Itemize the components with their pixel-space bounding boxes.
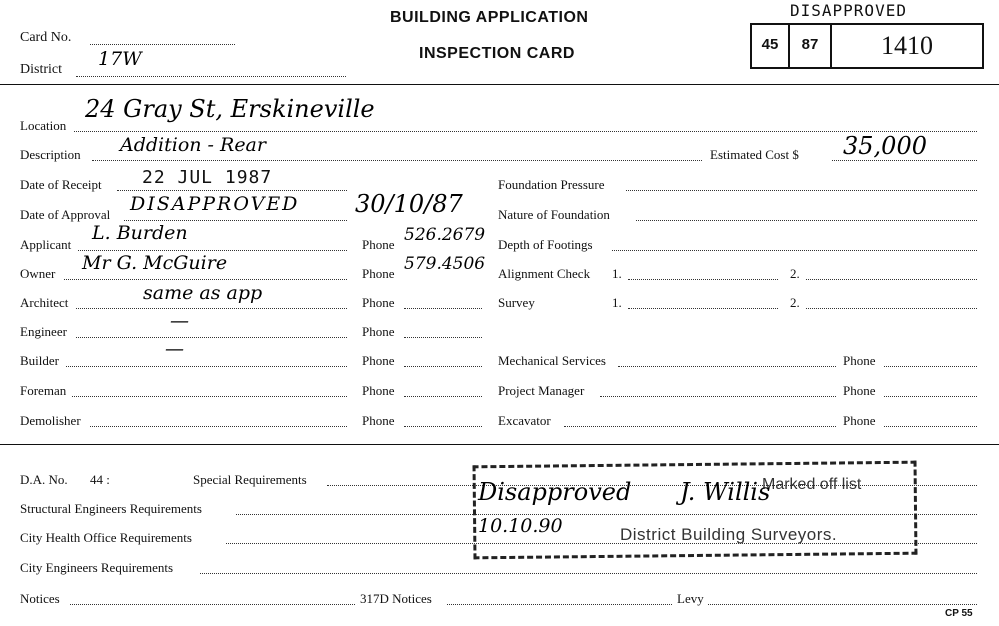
- reference-box: [750, 23, 984, 69]
- da-no-label: D.A. No.: [20, 472, 68, 487]
- applicant-phone-value: 526.2679: [404, 225, 486, 245]
- engineer-field[interactable]: [76, 337, 347, 338]
- project-manager-phone-field[interactable]: [884, 396, 977, 397]
- ref-cell-1: 45: [752, 25, 790, 67]
- divider-top: [0, 84, 999, 85]
- excavator-label: Excavator: [498, 413, 551, 428]
- nature-foundation-label: Nature of Foundation: [498, 207, 610, 222]
- owner-phone-value: 579.4506: [404, 254, 486, 274]
- alignment-check-label: Alignment Check: [498, 266, 591, 281]
- levy-field[interactable]: [708, 604, 977, 605]
- depth-footings-field[interactable]: [612, 250, 977, 251]
- project-manager-label: Project Manager: [498, 383, 585, 398]
- location-value: 24 Gray St, Erskineville: [85, 95, 375, 123]
- demolisher-field[interactable]: [90, 426, 347, 427]
- title-line2: INSPECTION CARD: [419, 45, 575, 62]
- structural-label: Structural Engineers Requirements: [20, 501, 202, 516]
- excavator-phone-field[interactable]: [884, 426, 977, 427]
- owner-phone-label: Phone: [362, 266, 395, 281]
- architect-label: Architect: [20, 295, 69, 310]
- survey-label: Survey: [498, 295, 535, 310]
- estimated-cost-field[interactable]: [832, 160, 977, 161]
- applicant-value: L. Burden: [92, 222, 188, 244]
- applicant-label: Applicant: [20, 237, 72, 252]
- builder-value: —: [165, 338, 184, 360]
- notices-label: Notices: [20, 591, 60, 606]
- description-value: Addition - Rear: [120, 134, 266, 156]
- disapproved-stamp-top: DISAPPROVED: [790, 1, 907, 20]
- alignment-field-2[interactable]: [806, 279, 977, 280]
- nature-foundation-field[interactable]: [636, 220, 977, 221]
- notices-317d-label: 317D Notices: [360, 591, 432, 606]
- card-no-label: Card No.: [20, 30, 72, 45]
- notices-317d-field[interactable]: [447, 604, 672, 605]
- date-approval-value: DISAPPROVED: [130, 193, 300, 215]
- architect-value: same as app: [143, 282, 263, 304]
- stamp-line1: Marked off list: [762, 476, 862, 493]
- engineer-phone-label: Phone: [362, 324, 395, 339]
- mechanical-phone-field[interactable]: [884, 366, 977, 367]
- estimated-cost-value: 35,000: [843, 132, 927, 160]
- project-manager-field[interactable]: [600, 396, 836, 397]
- architect-phone-label: Phone: [362, 295, 395, 310]
- special-req-label: Special Requirements: [193, 472, 307, 487]
- foreman-field[interactable]: [72, 396, 347, 397]
- survey-num2: 2.: [790, 295, 800, 310]
- form-code: CP 55: [945, 608, 973, 619]
- handwritten-signature: J. Willis: [680, 478, 771, 506]
- mechanical-label: Mechanical Services: [498, 353, 606, 368]
- demolisher-phone-label: Phone: [362, 413, 395, 428]
- foreman-phone-label: Phone: [362, 383, 395, 398]
- estimated-cost-label: Estimated Cost $: [710, 147, 799, 162]
- alignment-num2: 2.: [790, 266, 800, 281]
- builder-field[interactable]: [66, 366, 347, 367]
- levy-label: Levy: [677, 591, 704, 606]
- builder-label: Builder: [20, 353, 59, 368]
- da-no-value: 44 :: [90, 472, 110, 487]
- description-field[interactable]: [92, 160, 702, 161]
- architect-phone-field[interactable]: [404, 308, 482, 309]
- description-label: Description: [20, 147, 81, 162]
- applicant-phone-label: Phone: [362, 237, 395, 252]
- owner-label: Owner: [20, 266, 56, 281]
- survey-num1: 1.: [612, 295, 622, 310]
- engineer-value: —: [170, 310, 189, 332]
- project-manager-phone-label: Phone: [843, 383, 876, 398]
- foreman-phone-field[interactable]: [404, 396, 482, 397]
- alignment-field-1[interactable]: [628, 279, 778, 280]
- foundation-pressure-field[interactable]: [626, 190, 977, 191]
- city-eng-label: City Engineers Requirements: [20, 560, 174, 575]
- excavator-phone-label: Phone: [843, 413, 876, 428]
- excavator-field[interactable]: [564, 426, 836, 427]
- ref-cell-2: 87: [790, 25, 832, 67]
- builder-phone-field[interactable]: [404, 366, 482, 367]
- date-receipt-label: Date of Receipt: [20, 177, 102, 192]
- location-field[interactable]: [74, 131, 977, 132]
- divider-middle: [0, 444, 999, 445]
- date-approval-label: Date of Approval: [20, 207, 111, 222]
- applicant-field[interactable]: [78, 250, 347, 251]
- engineer-phone-field[interactable]: [404, 337, 482, 338]
- mechanical-field[interactable]: [618, 366, 836, 367]
- district-label: District: [20, 62, 62, 77]
- date-receipt-field[interactable]: [117, 190, 347, 191]
- notices-field[interactable]: [70, 604, 355, 605]
- engineer-label: Engineer: [20, 324, 67, 339]
- demolisher-label: Demolisher: [20, 413, 81, 428]
- title-line1: BUILDING APPLICATION: [390, 9, 589, 26]
- handwritten-date: 10.10.90: [478, 515, 563, 537]
- depth-footings-label: Depth of Footings: [498, 237, 593, 252]
- foundation-pressure-label: Foundation Pressure: [498, 177, 605, 192]
- alignment-num1: 1.: [612, 266, 622, 281]
- mechanical-phone-label: Phone: [843, 353, 876, 368]
- card-no-field[interactable]: [90, 44, 235, 45]
- district-field[interactable]: [76, 76, 346, 77]
- date-approval-date: 30/10/87: [355, 190, 463, 218]
- survey-field-1[interactable]: [628, 308, 778, 309]
- demolisher-phone-field[interactable]: [404, 426, 482, 427]
- city-eng-field[interactable]: [200, 573, 977, 574]
- location-label: Location: [20, 118, 67, 133]
- date-approval-field[interactable]: [124, 220, 347, 221]
- architect-field[interactable]: [76, 308, 347, 309]
- foreman-label: Foreman: [20, 383, 67, 398]
- builder-phone-label: Phone: [362, 353, 395, 368]
- district-value: 17W: [98, 48, 142, 70]
- date-receipt-value: 22 JUL 1987: [142, 167, 273, 188]
- owner-value: Mr G. McGuire: [82, 252, 228, 274]
- handwritten-disapproved: Disapproved: [478, 478, 632, 506]
- health-label: City Health Office Requirements: [20, 530, 192, 545]
- owner-field[interactable]: [64, 279, 347, 280]
- stamp-line2: District Building Surveyors.: [620, 525, 838, 544]
- survey-field-2[interactable]: [806, 308, 977, 309]
- ref-number: 1410: [881, 31, 933, 60]
